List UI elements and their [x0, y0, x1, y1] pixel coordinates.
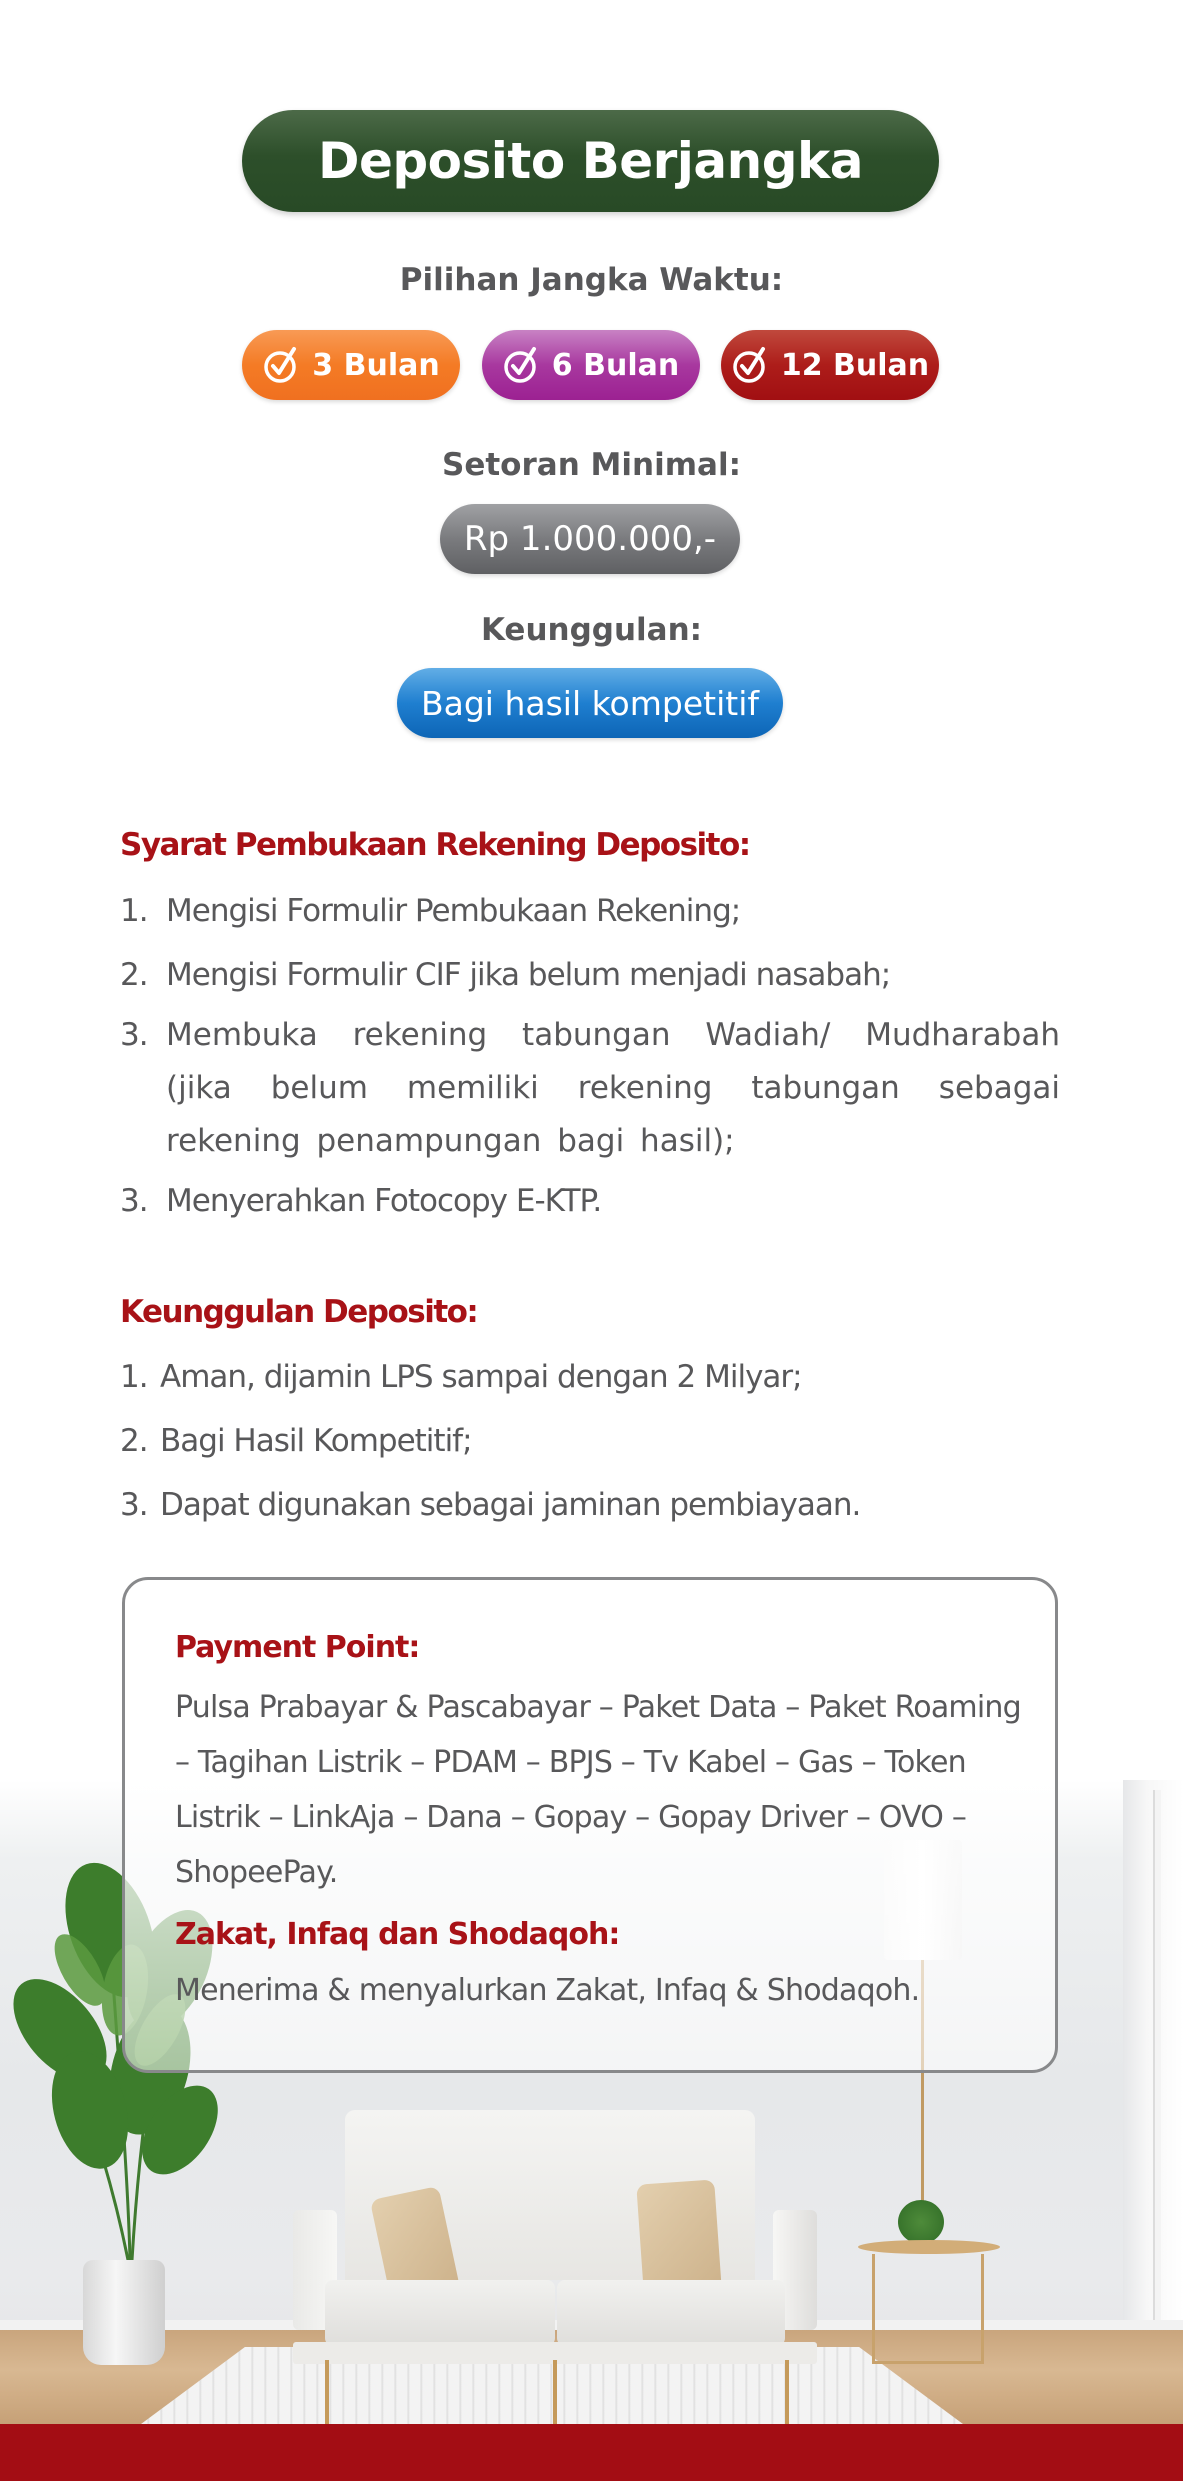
list-text: Mengisi Formulir Pembukaan Rekening; — [166, 893, 741, 929]
list-item — [120, 1487, 1060, 1551]
list-text: Menyerahkan Fotocopy E-KTP. — [166, 1183, 602, 1219]
plant-pot — [83, 2260, 165, 2365]
term-option-3-bulan[interactable] — [242, 330, 460, 400]
check-circle-icon — [502, 345, 542, 385]
advantage-value: Bagi hasil kompetitif — [421, 683, 759, 723]
list-text: Mengisi Formulir CIF jika belum menjadi nasabah; — [166, 957, 891, 993]
title-banner — [242, 110, 939, 212]
benefits-heading: Keunggulan Deposito: — [120, 1294, 478, 1330]
list-text: Dapat digunakan sebagai jaminan pembiayaan. — [160, 1487, 861, 1523]
list-text: Aman, dijamin LPS sampai dengan 2 Milyar; — [160, 1359, 802, 1395]
minimum-deposit-label: Setoran Minimal: — [442, 447, 741, 483]
requirements-heading: Syarat Pembukaan Rekening Deposito: — [120, 827, 750, 863]
check-circle-icon — [262, 345, 302, 385]
minimum-deposit-badge — [440, 504, 740, 574]
payment-point-text: Pulsa Prabayar & Pascabayar – Paket Data – Paket Roaming – Tagihan Listrik – PDAM – BPJS – Tv Kabel – Gas – Token Listrik – LinkAja – Dana – Gopay – Gopay Driver – OVO – ShopeePay. — [175, 1690, 1021, 1890]
list-text: Bagi Hasil Kompetitif; — [160, 1423, 472, 1459]
sofa-seat-left — [325, 2280, 555, 2346]
list-number: 2. — [120, 957, 148, 993]
side-table-top — [858, 2240, 1000, 2254]
list-item — [120, 1359, 1060, 1423]
list-text: Membuka rekening tabungan Wadiah/ Mudharabah (jika belum memiliki rekening tabungan sebagai rekening penampungan bagi hasil); — [166, 1017, 1060, 1159]
list-item — [120, 893, 1060, 957]
list-number: 3. — [120, 1183, 148, 1219]
list-number: 2. — [120, 1423, 148, 1459]
list-number: 3. — [120, 1017, 148, 1053]
minimum-deposit-value: Rp 1.000.000,- — [463, 519, 717, 559]
side-table-frame — [872, 2254, 984, 2364]
term-option-6-bulan[interactable] — [482, 330, 700, 400]
list-number: 1. — [120, 1359, 148, 1395]
pillow-right — [636, 2179, 721, 2294]
zakat-heading: Zakat, Infaq dan Shodaqoh: — [175, 1917, 620, 1952]
sofa — [285, 2110, 825, 2370]
list-item — [120, 1183, 1060, 1247]
advantage-label: Keunggulan: — [480, 612, 703, 648]
zakat-text: Menerima & menyalurkan Zakat, Infaq & Shodaqoh. — [175, 1973, 920, 2008]
info-box — [122, 1577, 1058, 2073]
sofa-leg — [785, 2360, 789, 2430]
sofa-leg — [325, 2360, 329, 2430]
list-item — [120, 1009, 1060, 1183]
payment-point-heading: Payment Point: — [175, 1630, 420, 1665]
term-option-label: 6 Bulan — [551, 347, 680, 383]
window-frame — [1153, 1790, 1161, 2320]
page-title: Deposito Berjangka — [317, 132, 864, 190]
term-options — [242, 330, 939, 400]
sofa-leg — [553, 2360, 557, 2430]
term-option-12-bulan[interactable] — [721, 330, 939, 400]
list-item — [120, 1423, 1060, 1487]
requirements-list — [120, 893, 1060, 1247]
term-option-label: 3 Bulan — [312, 347, 440, 383]
advantage-badge — [397, 668, 783, 738]
sofa-seat-right — [557, 2280, 785, 2346]
benefits-list — [120, 1359, 1060, 1551]
small-plant — [898, 2200, 944, 2244]
list-number: 1. — [120, 893, 148, 929]
check-circle-icon — [731, 345, 771, 385]
list-number: 3. — [120, 1487, 148, 1523]
term-option-label: 12 Bulan — [780, 347, 930, 383]
footer-bar — [0, 2424, 1183, 2481]
term-options-label: Pilihan Jangka Waktu: — [399, 262, 784, 298]
